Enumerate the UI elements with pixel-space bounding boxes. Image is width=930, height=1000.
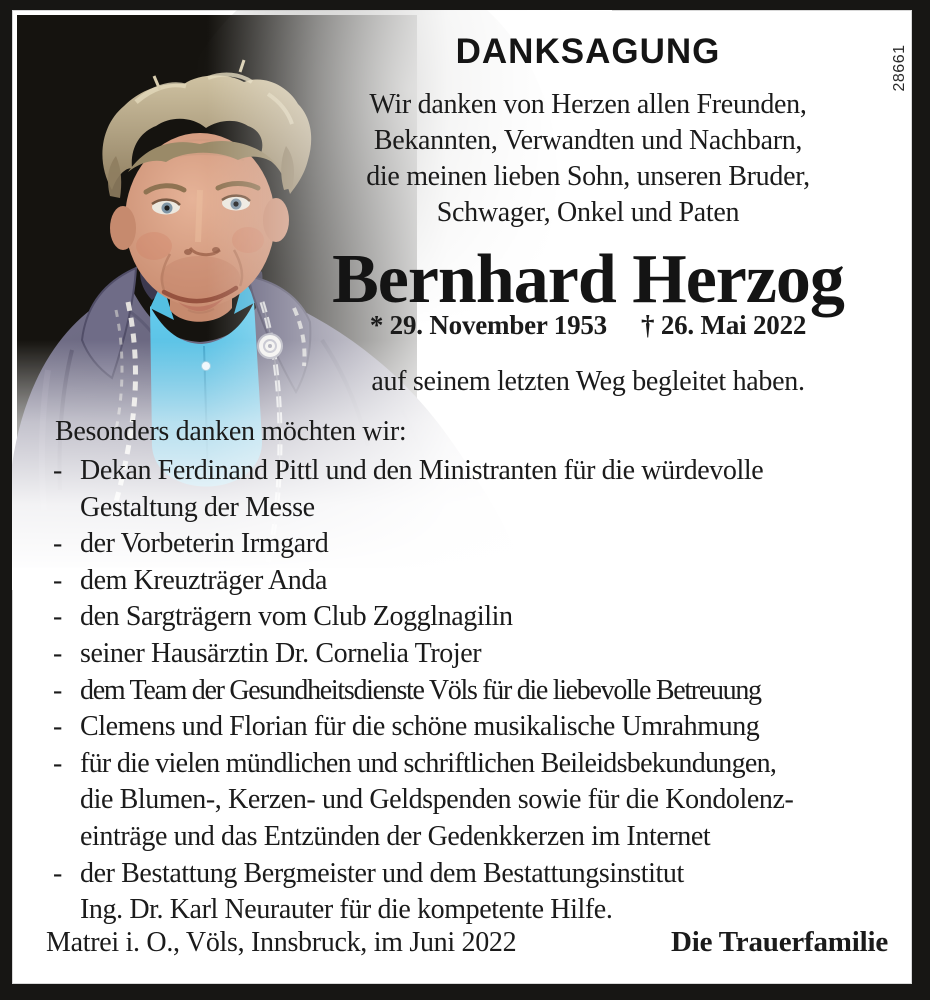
closing-line: auf seinem letzten Weg begleitet haben. (371, 366, 805, 397)
list-item-wrap: Ing. Dr. Karl Neurauter für die kompetente Hilfe. (80, 894, 613, 926)
birth-date: * 29. November 1953 (369, 310, 607, 340)
list-item: - Dekan Ferdinand Pittl und den Ministranten für die würdevolle (53, 453, 893, 490)
list-dash: - (53, 564, 62, 596)
list-dash: - (53, 637, 62, 669)
place-date: Matrei i. O., Völs, Innsbruck, im Juni 2022 (46, 927, 517, 958)
intro-line: Schwager, Onkel und Paten (436, 197, 740, 228)
list-dash: - (53, 711, 62, 743)
life-dates (264, 310, 912, 341)
obituary-card (12, 10, 912, 984)
list-item-wrap: die Blumen-, Kerzen- und Geldspenden sowie für die Kondolenz- (80, 784, 794, 816)
list-item: - den Sargträgern vom Club Zogglnagilin (53, 599, 893, 636)
list-dash: - (53, 674, 62, 706)
list-dash: - (53, 747, 62, 779)
footer (46, 926, 888, 966)
intro-paragraph (264, 87, 912, 231)
intro-line: Wir danken von Herzen allen Freunden, (369, 89, 807, 120)
list-item: - der Vorbeterin Irmgard (53, 526, 893, 563)
list-dash: - (53, 528, 62, 560)
death-date: † 26. Mai 2022 (640, 310, 807, 340)
list-item-wrap: einträge und das Entzünden der Gedenkkerzen im Internet (80, 820, 711, 852)
edge-code (890, 36, 910, 100)
list-dash: - (53, 857, 62, 889)
list-dash: - (53, 601, 62, 633)
list-item: - seiner Hausärztin Dr. Cornelia Trojer (53, 636, 893, 673)
signature: Die Trauerfamilie (671, 926, 888, 958)
list-item: - dem Kreuzträger Anda (53, 563, 893, 600)
edge-code-text: 28661 (891, 44, 908, 92)
list-dash: - (53, 455, 62, 486)
thanks-heading: Besonders danken möchten wir: (55, 416, 407, 447)
intro-line: die meinen lieben Sohn, unseren Bruder, (366, 161, 810, 192)
list-item: - dem Team der Gesundheitsdienste Völs für die liebevolle Betreuung (53, 673, 893, 710)
list-item-wrap: Gestaltung der Messe (80, 491, 315, 523)
list-item: - der Bestattung Bergmeister und dem Bestattungsinstitut (53, 856, 893, 893)
list-item: - Clemens und Florian für die schöne musikalische Umrahmung (53, 709, 893, 746)
notice-title: DANKSAGUNG (455, 32, 721, 71)
intro-line: Bekannten, Verwandten und Nachbarn, (373, 125, 803, 156)
list-item: - für die vielen mündlichen und schriftlichen Beileidsbekundungen, (53, 746, 893, 783)
thanks-list (53, 453, 893, 929)
deceased-name: Bernhard Herzog (332, 241, 844, 318)
